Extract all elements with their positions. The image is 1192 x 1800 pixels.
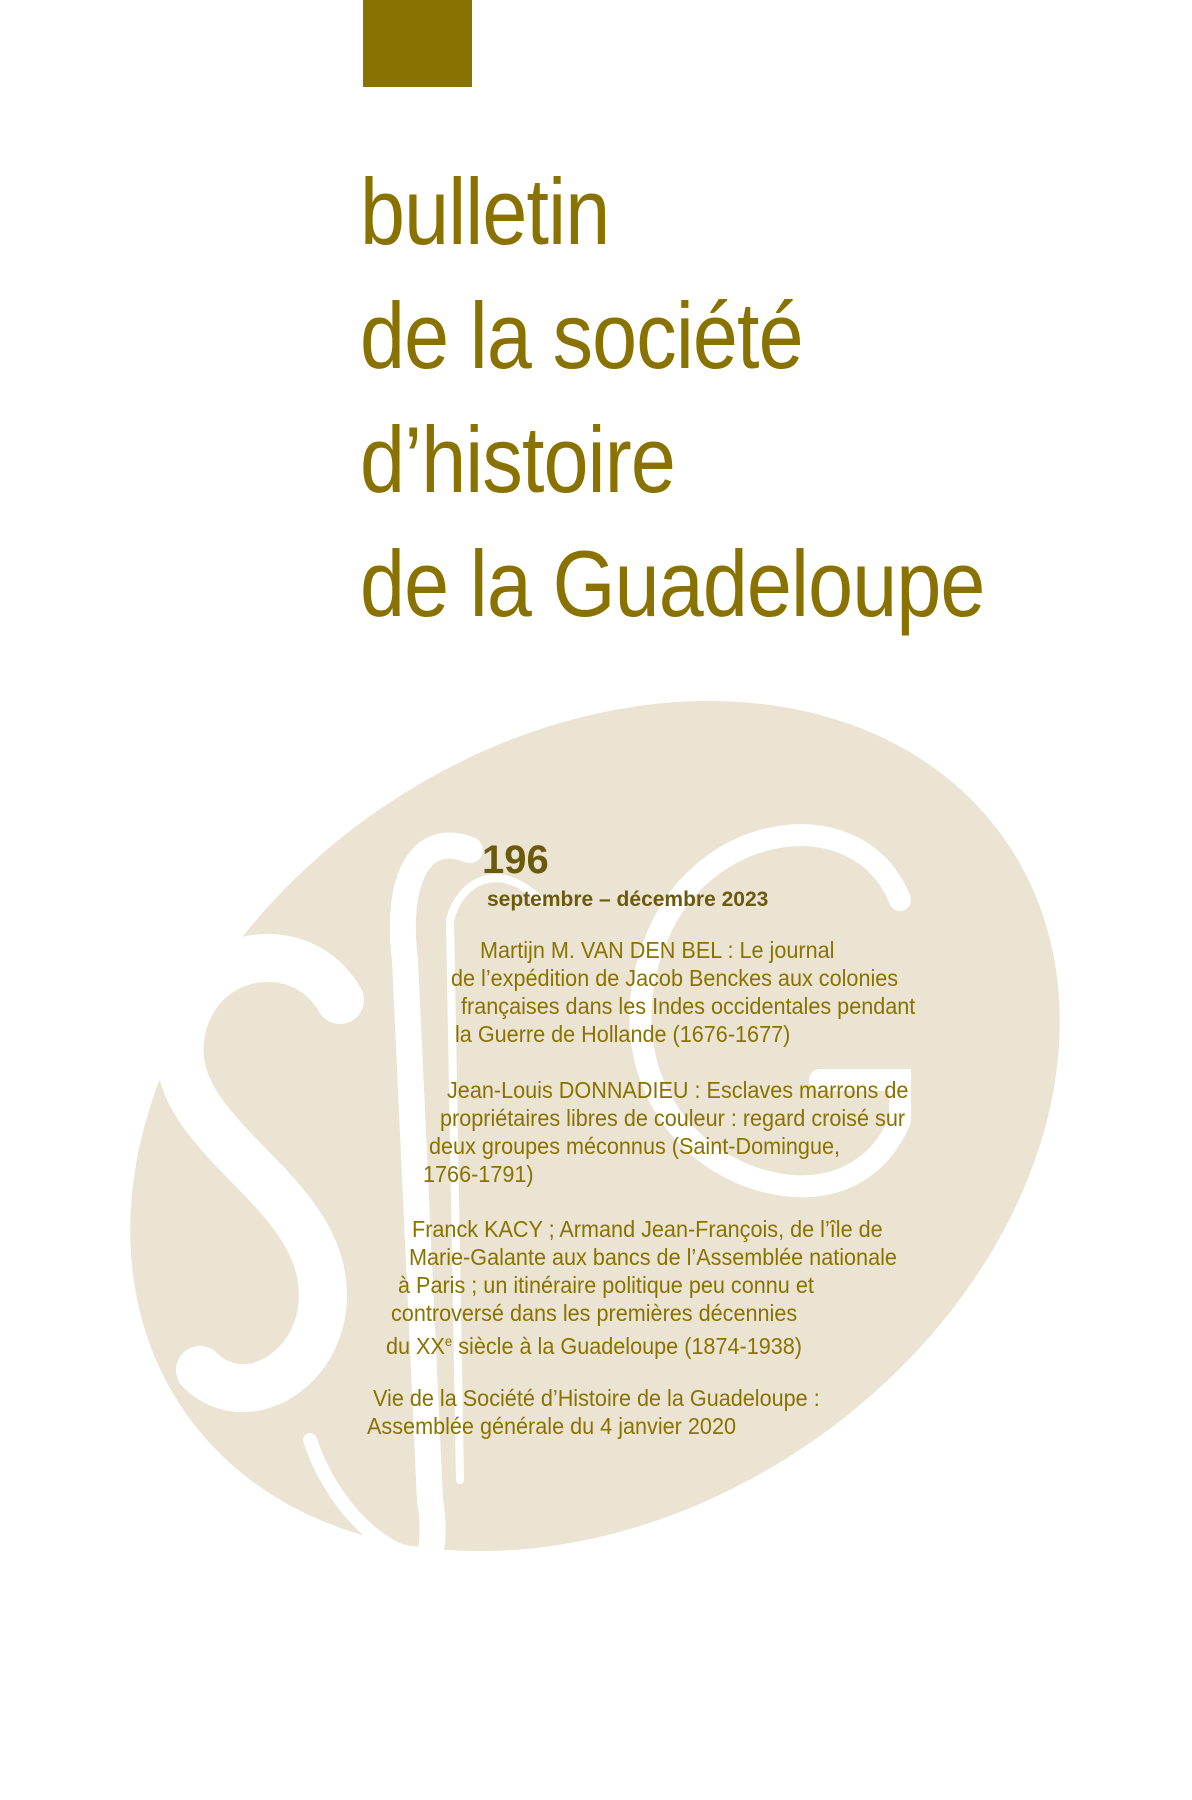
title-line-4: de la Guadeloupe — [360, 531, 985, 636]
toc-article-3-line-3: à Paris ; un itinéraire politique peu connu et — [398, 1272, 814, 1298]
toc-article-1-line-4: la Guerre de Hollande (1676-1677) — [455, 1021, 791, 1047]
century-rest: siècle à la Guadeloupe (1874-1938) — [452, 1333, 802, 1359]
toc-article-3-line-2: Marie-Galante aux bancs de l’Assemblée nationale — [409, 1244, 897, 1270]
issue-number: 196 — [482, 838, 549, 882]
toc-article-3-line-5 — [386, 1327, 802, 1360]
toc-article-2-line-2: propriétaires libres de couleur : regard croisé sur — [440, 1105, 906, 1131]
title-line-3: d’histoire — [360, 407, 675, 512]
title-line-2: de la société — [360, 283, 803, 388]
title-line-1: bulletin — [360, 159, 610, 264]
century-roman: du XX — [386, 1333, 445, 1359]
toc-article-1-line-1: Martijn M. VAN DEN BEL : Le journal — [480, 937, 835, 963]
toc-article-4-line-2: Assemblée générale du 4 janvier 2020 — [367, 1413, 736, 1439]
toc-article-4-line-1: Vie de la Société d’Histoire de la Guadeloupe : — [373, 1385, 820, 1411]
toc-article-1-line-2: de l’expédition de Jacob Benckes aux colonies — [451, 965, 899, 991]
toc-article-3-line-1: Franck KACY ; Armand Jean-François, de l’île de — [412, 1216, 883, 1242]
toc-article-2-line-3: deux groupes méconnus (Saint-Domingue, — [429, 1133, 841, 1159]
toc-article-2-line-4: 1766-1791) — [423, 1161, 534, 1187]
toc-article-1-line-3: françaises dans les Indes occidentales pendant — [461, 993, 916, 1019]
issue-period: septembre – décembre 2023 — [487, 888, 769, 911]
toc-article-2-line-1: Jean-Louis DONNADIEU : Esclaves marrons de — [447, 1077, 909, 1103]
toc-article-3-line-4: controversé dans les premières décennies — [391, 1300, 798, 1326]
century-superscript: e — [444, 1333, 453, 1349]
